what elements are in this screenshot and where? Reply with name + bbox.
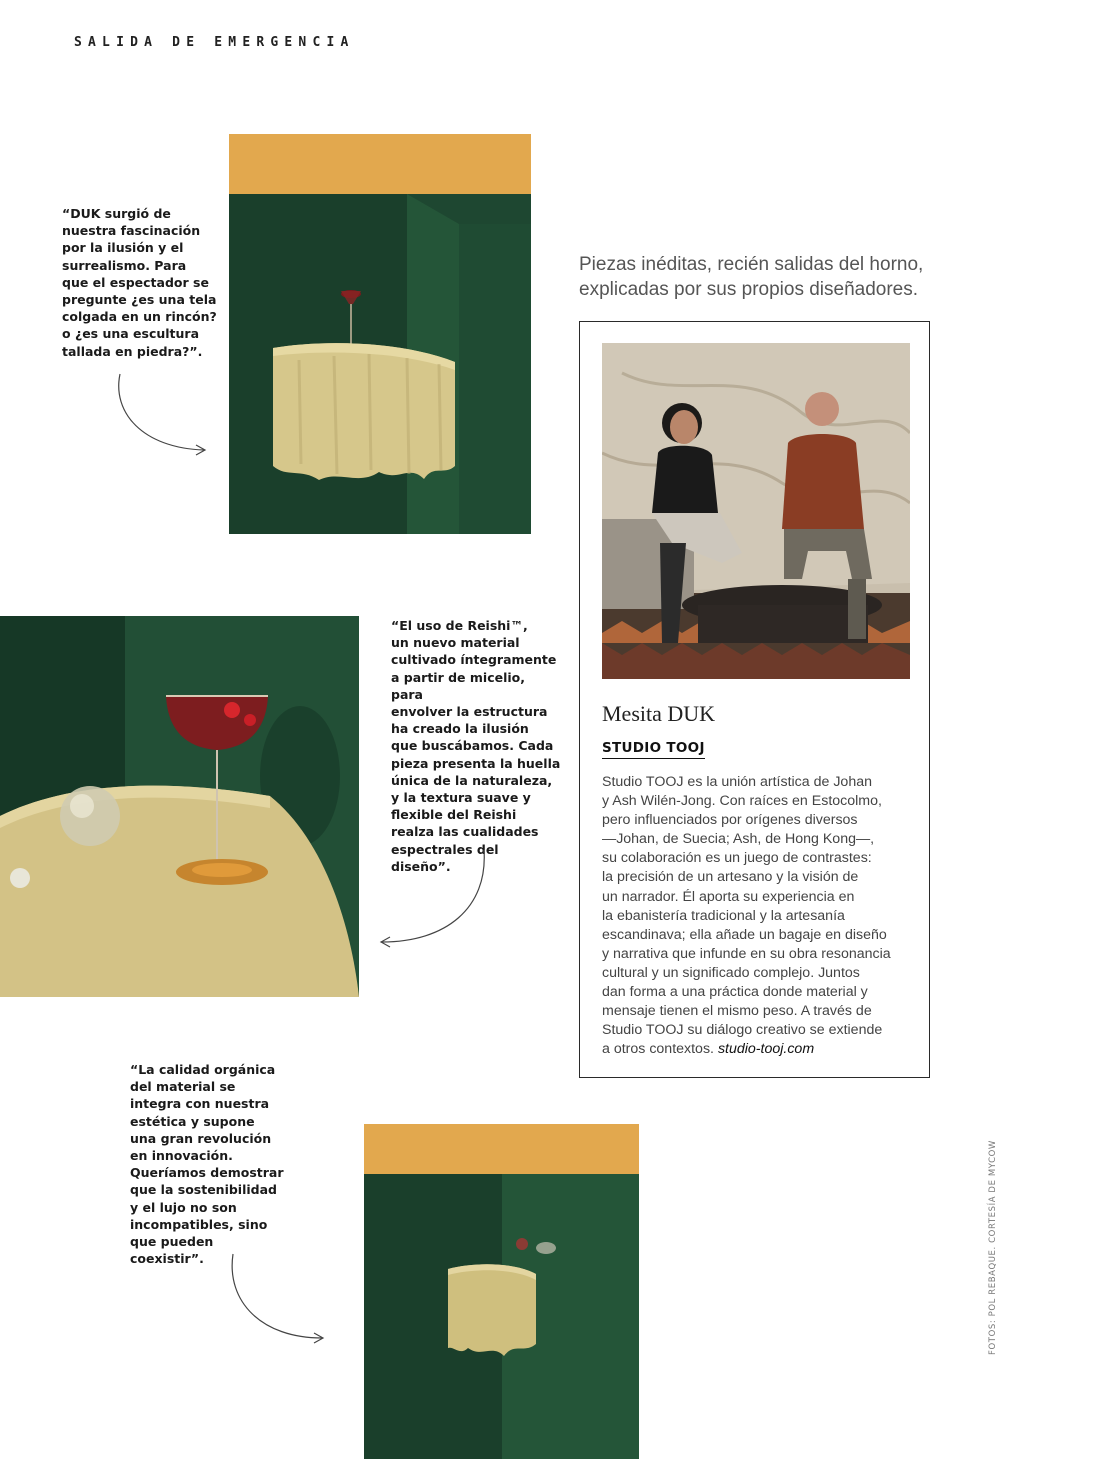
section-title: SALIDA DE EMERGENCIA bbox=[74, 35, 355, 50]
quote-duk-illusion: “DUK surgió de nuestra fascinación por la ilusión y el surrealismo. Para que el espectador se pregunte ¿es una tela colgada en un rincón? o ¿es una escultura tallada en piedra?”. bbox=[62, 206, 217, 359]
arrow-to-photo-1 bbox=[112, 372, 212, 456]
photo-duk-glass-closeup bbox=[0, 616, 359, 997]
arrow-to-photo-2 bbox=[376, 848, 491, 948]
quote-sustainability: “La calidad orgánica del material se integra con nuestra estética y supone una gran revolución en innovación. Queríamos demostrar que la sostenibilidad y el lujo no son incompatibles, sino que pueden coexistir”. bbox=[130, 1062, 284, 1267]
card-studio-name: STUDIO TOOJ bbox=[602, 740, 705, 759]
studio-website-link[interactable]: studio-tooj.com bbox=[717, 1041, 815, 1058]
card-body-text bbox=[602, 773, 922, 1059]
card-title: Mesita DUK bbox=[602, 701, 716, 726]
photo-duk-table-small bbox=[364, 1124, 639, 1459]
quote-reishi-material: “El uso de Reishi™, un nuevo material cultivado íntegramente a partir de micelio, para envolver la estructura ha creado la ilusión que buscábamos. Cada pieza presenta la huella única de la naturaleza, y la textura suave y flexible del Reishi realza las cualidades espectrales del diseño”. bbox=[391, 618, 561, 874]
photo-designers-portrait bbox=[602, 343, 910, 679]
arrow-to-photo-3 bbox=[226, 1252, 331, 1344]
intro-subtitle: Piezas inéditas, recién salidas del horno, explicadas por sus propios diseñadores. bbox=[579, 254, 924, 300]
designer-profile-card bbox=[579, 321, 930, 1078]
photo-duk-table-corner bbox=[229, 134, 531, 534]
card-body-copy: Studio TOOJ es la unión artística de Johan y Ash Wilén-Jong. Con raíces en Estocolmo, pero influenciados por orígenes diversos —Johan, de Suecia; Ash, de Hong Kong—, su colaboración es un juego de contrastes: la precisión de un artesano y la visión de un narrador. Él aporta su experiencia en la ebanistería tradicional y la artesanía escandinava; ella añade un bagaje en diseño y narrativa que infunde en su obra resonancia cultural y un significado complejo. Juntos dan forma a una práctica donde material y mensaje tienen el mismo peso. A través de Studio TOOJ su diálogo creativo se extiende a otros contextos. bbox=[602, 774, 891, 1058]
photo-credit: FOTOS: POL REBAQUE. CORTESÍA DE MYCOW bbox=[988, 1140, 998, 1355]
